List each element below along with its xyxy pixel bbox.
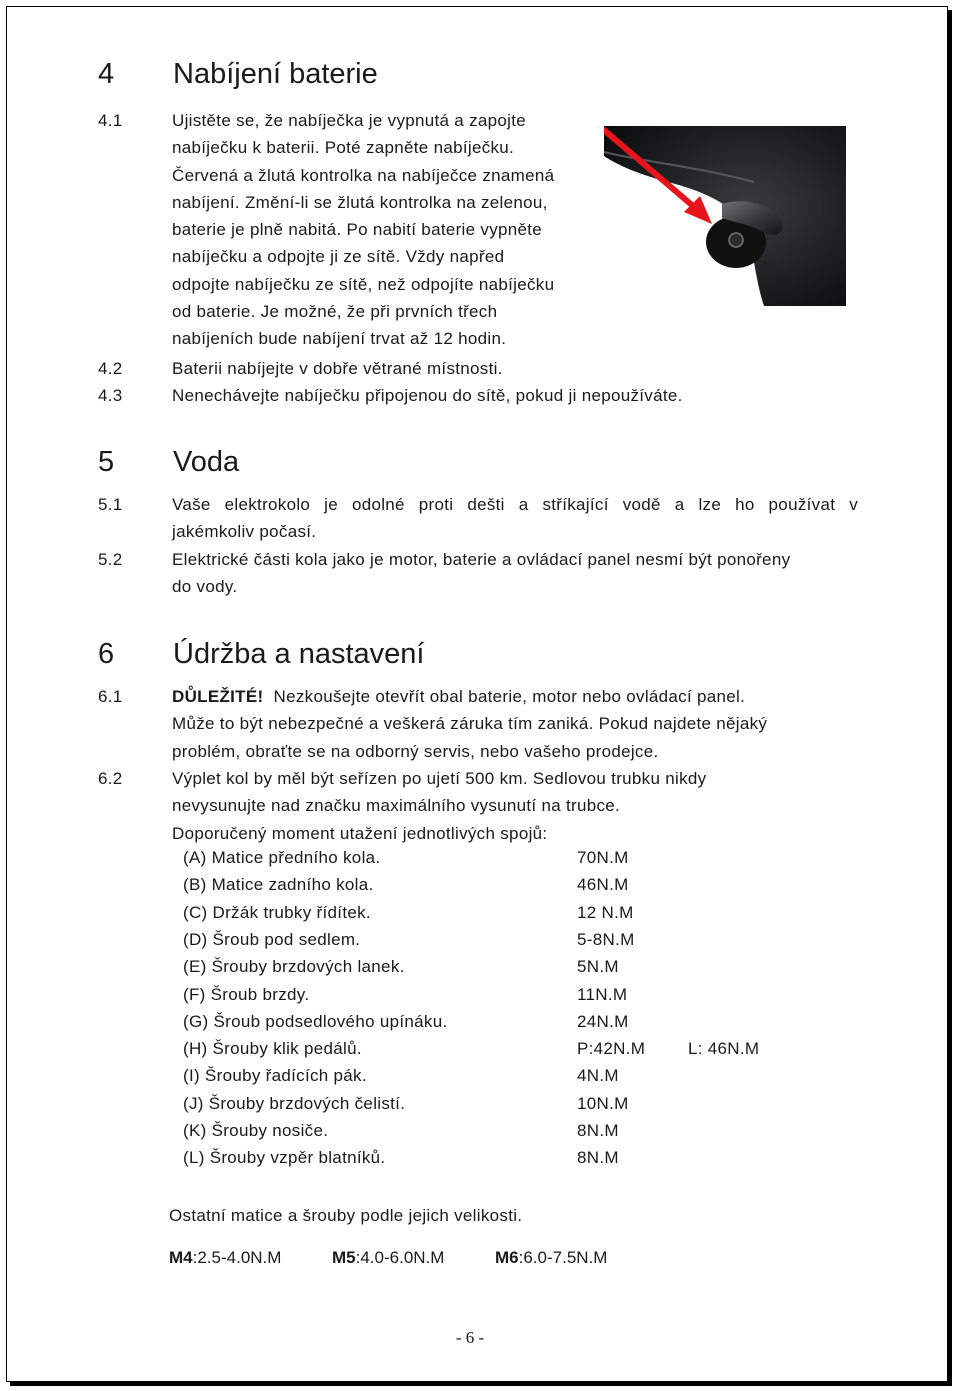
- torque-row-value: 4N.M: [577, 1066, 619, 1086]
- item-number-4-1: 4.1: [98, 111, 123, 130]
- heading-section-4: 4 Nabíjení baterie: [98, 58, 378, 90]
- torque-row-value: 5-8N.M: [577, 929, 635, 949]
- torque-row-part: (H) Šrouby klik pedálů.: [183, 1039, 362, 1059]
- torque-row-part: (D) Šroub pod sedlem.: [183, 929, 361, 949]
- charging-port-photo: [604, 126, 846, 306]
- torque-row-part: (I) Šrouby řadících pák.: [183, 1066, 367, 1086]
- item-5-2-text: Elektrické části kola jako je motor, baterie a ovládací panel nesmí být ponořeny do vody.: [172, 550, 791, 597]
- size-m5: M5:4.0-6.0N.M: [332, 1248, 445, 1267]
- heading-section-6: 6 Údržba a nastavení: [98, 638, 425, 670]
- torque-row-value: 11N.M: [577, 984, 628, 1004]
- torque-row-value: 8N.M: [577, 1121, 619, 1140]
- page-number: - 6 -: [455, 1328, 485, 1347]
- heading-section-5: 5 Voda: [98, 446, 240, 478]
- torque-row-extra: L: 46N.M: [688, 1039, 760, 1059]
- torque-row-part: (G) Šroub podsedlového upínáku.: [183, 1011, 448, 1031]
- other-nuts-note: Ostatní matice a šrouby podle jejich velikosti.: [169, 1206, 523, 1225]
- torque-row-value: 70N.M: [577, 848, 629, 867]
- item-number-5-2: 5.2: [98, 550, 123, 569]
- item-number-4-3: 4.3: [98, 386, 123, 405]
- torque-row-part: (J) Šrouby brzdových čelistí.: [183, 1093, 406, 1113]
- item-6-1-text: DŮLEŽITÉ! Nezkoušejte otevřít obal baterie, motor nebo ovládací panel. Může to být nebezpečné a veškerá záruka tím zaniká. Pokud najdete nějaký problém, obraťte se na odborný servis, nebo vašeho prodejce.: [172, 687, 768, 761]
- torque-row-part: (C) Držák trubky řídítek.: [183, 902, 371, 922]
- item-number-4-2: 4.2: [98, 359, 123, 378]
- torque-row-value: P:42N.M: [577, 1039, 646, 1059]
- item-6-2-text: Výplet kol by měl být seřízen po ujetí 500 km. Sedlovou trubku nikdy nevysunujte nad značku maximálního vysunutí na trubce. Doporučený moment utažení jednotlivých spojů:: [172, 769, 707, 843]
- item-number-6-1: 6.1: [98, 687, 123, 706]
- torque-row-part: (K) Šrouby nosiče.: [183, 1121, 329, 1140]
- torque-row-value: 8N.M: [577, 1148, 619, 1168]
- item-4-2-text: Baterii nabíjejte v dobře větrané místnosti.: [172, 359, 503, 378]
- torque-row-part: (F) Šroub brzdy.: [183, 984, 310, 1004]
- torque-row-value: 5N.M: [577, 957, 619, 977]
- item-4-3-text: Nenechávejte nabíječku připojenou do sítě, pokud ji nepoužíváte.: [172, 386, 683, 405]
- size-m4: M4:2.5-4.0N.M: [169, 1248, 282, 1267]
- item-5-1-text: Vaše elektrokolo je odolné proti dešti a stříkající vodě a lze ho používat v jakémkoliv počasí.: [172, 495, 858, 542]
- torque-row-value: 12 N.M: [577, 902, 634, 922]
- item-4-1-text: Ujistěte se, že nabíječka je vypnutá a zapojte nabíječku k baterii. Poté zapněte nabíječku. Červená a žlutá kontrolka na nabíječce znamená nabíjení. Změní-li se žlutá kontrolka na zelenou, baterie je plně nabitá. Po nabití baterie vypněte nabíječku a odpojte ji ze sítě. Vždy napřed odpojte nabíječku ze sítě, než odpojíte nabíječku od baterie. Je možné, že při prvních třech nabíjeních bude nabíjení trvat až 12 hodin.: [172, 111, 555, 349]
- torque-row-part: (E) Šrouby brzdových lanek.: [183, 957, 405, 977]
- important-label: DŮLEŽITÉ!: [172, 687, 264, 706]
- torque-row-value: 46N.M: [577, 875, 629, 895]
- item-number-6-2: 6.2: [98, 769, 123, 788]
- torque-row-part: (B) Matice zadního kola.: [183, 875, 374, 895]
- item-number-5-1: 5.1: [98, 495, 123, 514]
- connector-hole: [729, 233, 743, 247]
- torque-row-value: 24N.M: [577, 1011, 629, 1031]
- torque-row-part: (A) Matice předního kola.: [183, 848, 381, 867]
- torque-row-part: (L) Šrouby vzpěr blatníků.: [183, 1148, 386, 1168]
- torque-row-value: 10N.M: [577, 1093, 629, 1113]
- size-m6: M6:6.0-7.5N.M: [495, 1248, 608, 1267]
